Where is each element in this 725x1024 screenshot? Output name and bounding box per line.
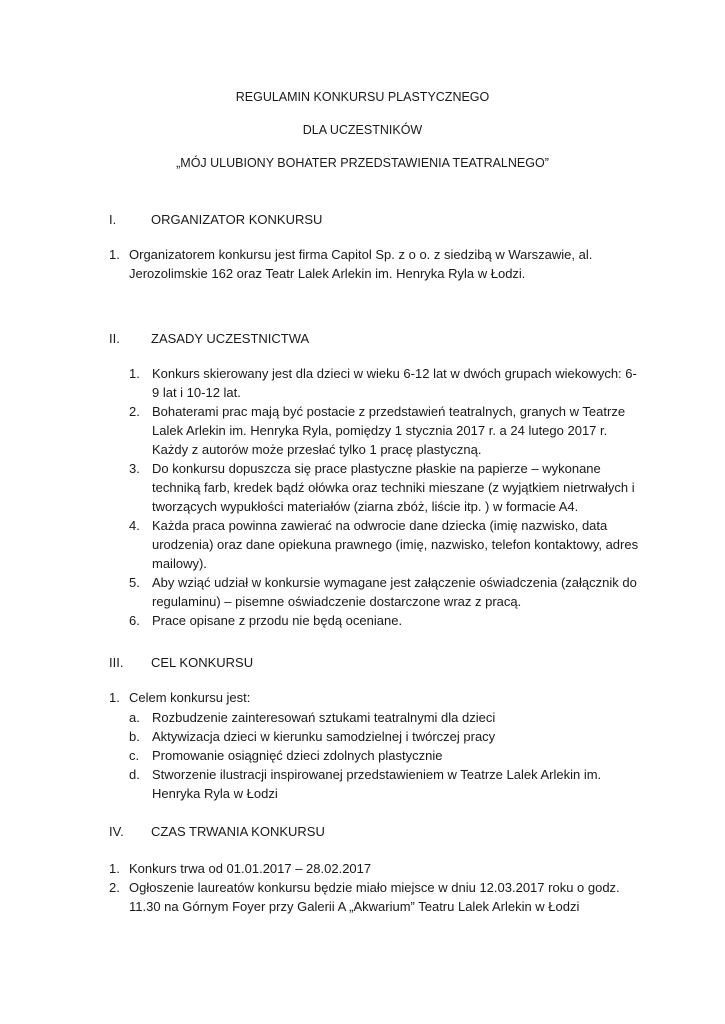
list-item — [129, 364, 641, 402]
section-heading: CZAS TRWANIA KONKURSU — [151, 824, 325, 839]
list-item-number: 1. — [109, 690, 120, 705]
list-item-number: 1. — [109, 861, 120, 876]
section-list — [109, 245, 639, 283]
list-item-number: 1. — [109, 247, 120, 262]
list-item-text: Ogłoszenie laureatów konkursu będzie miało miejsce w dniu 12.03.2017 roku o godz. 11.30 na Górnym Foyer przy Galerii A „Akwarium” Teatru Lalek Arlekin w Łodzi — [129, 880, 620, 914]
list-item-number: 4. — [129, 518, 140, 533]
list-item-number: 3. — [129, 461, 140, 476]
list-item — [129, 459, 641, 516]
list-item — [129, 611, 641, 630]
list-item — [109, 859, 641, 878]
section-number: I. — [109, 212, 117, 227]
list-item-text: Konkurs skierowany jest dla dzieci w wieku 6-12 lat w dwóch grupach wiekowych: 6-9 lat i 10-12 lat. — [152, 366, 637, 400]
document-subtitle: DLA UCZESTNIKÓW — [302, 123, 423, 137]
section-number: III. — [109, 655, 124, 670]
sub-list-item-text: Rozbudzenie zainteresowań sztukami teatralnymi dla dzieci — [152, 710, 496, 725]
section-heading: ZASADY UCZESTNICTWA — [151, 331, 310, 346]
sub-list-item — [129, 708, 641, 727]
list-item-number: 1. — [129, 366, 140, 381]
list-item-text: Do konkursu dopuszcza się prace plastyczne płaskie na papierze – wykonane techniką farb, kredek bądź ołówka oraz techniki mieszane (z wyjątkiem nietrwałych i tworzących wypukłości materiałów (ziarna zbóż, liście itp. ) w formacie A4. — [152, 461, 635, 514]
list-item — [109, 878, 641, 916]
section-list — [129, 364, 641, 630]
section-number: IV. — [109, 824, 124, 839]
list-item — [109, 688, 641, 707]
list-item-number: 5. — [129, 575, 140, 590]
list-item — [129, 402, 641, 459]
list-item-text: Konkurs trwa od 01.01.2017 – 28.02.2017 — [129, 861, 372, 876]
sub-list-item — [129, 746, 641, 765]
list-item — [109, 245, 639, 283]
list-item-text: Prace opisane z przodu nie będą oceniane. — [152, 613, 403, 628]
sub-list-item — [129, 727, 641, 746]
sub-list-item-letter: d. — [129, 767, 140, 782]
list-item-text: Bohaterami prac mają być postacie z przedstawień teatralnych, granych w Teatrze Lalek Arlekin im. Henryka Ryla, pomiędzy 1 stycznia 2017 r. a 24 lutego 2017 r. Każdy z autorów może przesłać tylko 1 pracę plastyczną. — [152, 404, 626, 457]
sub-list-item — [129, 765, 641, 803]
sub-list-item-text: Aktywizacja dzieci w kierunku samodzielnej i twórczej pracy — [152, 729, 496, 744]
list-item — [129, 573, 641, 611]
document-title: REGULAMIN KONKURSU PLASTYCZNEGO — [235, 90, 490, 104]
list-item-text: Każda praca powinna zawierać na odwrocie dane dziecka (imię nazwisko, data urodzenia) oraz dane opiekuna prawnego (imię, nazwisko, telefon kontaktowy, adres mailowy). — [152, 518, 639, 571]
list-item — [129, 516, 641, 573]
sub-list-item-letter: c. — [129, 748, 140, 763]
section-heading: ORGANIZATOR KONKURSU — [151, 212, 323, 227]
list-item-number: 6. — [129, 613, 140, 628]
list-item-text: Aby wziąć udział w konkursie wymagane jest załączenie oświadczenia (załącznik do regulaminu) – pisemne oświadczenie dostarczone wraz z pracą. — [152, 575, 637, 609]
list-item-text: Organizatorem konkursu jest firma Capitol Sp. z o o. z siedzibą w Warszawie, al. Jerozolimskie 162 oraz Teatr Lalek Arlekin im. Henryka Ryla w Łodzi. — [129, 247, 593, 281]
section-list — [109, 688, 641, 707]
section-list — [109, 859, 641, 916]
sub-list-item-letter: b. — [129, 729, 140, 744]
sub-list-item-text: Stworzenie ilustracji inspirowanej przedstawieniem w Teatrze Lalek Arlekin im. Henryka Ryla w Łodzi — [152, 767, 602, 801]
sub-list-item-letter: a. — [129, 710, 140, 725]
sub-list-item-text: Promowanie osiągnięć dzieci zdolnych plastycznie — [152, 748, 443, 763]
sub-list — [129, 708, 641, 803]
list-item-number: 2. — [109, 880, 120, 895]
section-number: II. — [109, 331, 120, 346]
list-item-text: Celem konkursu jest: — [129, 690, 251, 705]
section-heading: CEL KONKURSU — [151, 655, 254, 670]
list-item-number: 2. — [129, 404, 140, 419]
competition-name: „MÓJ ULUBIONY BOHATER PRZEDSTAWIENIA TEATRALNEGO” — [176, 156, 549, 170]
